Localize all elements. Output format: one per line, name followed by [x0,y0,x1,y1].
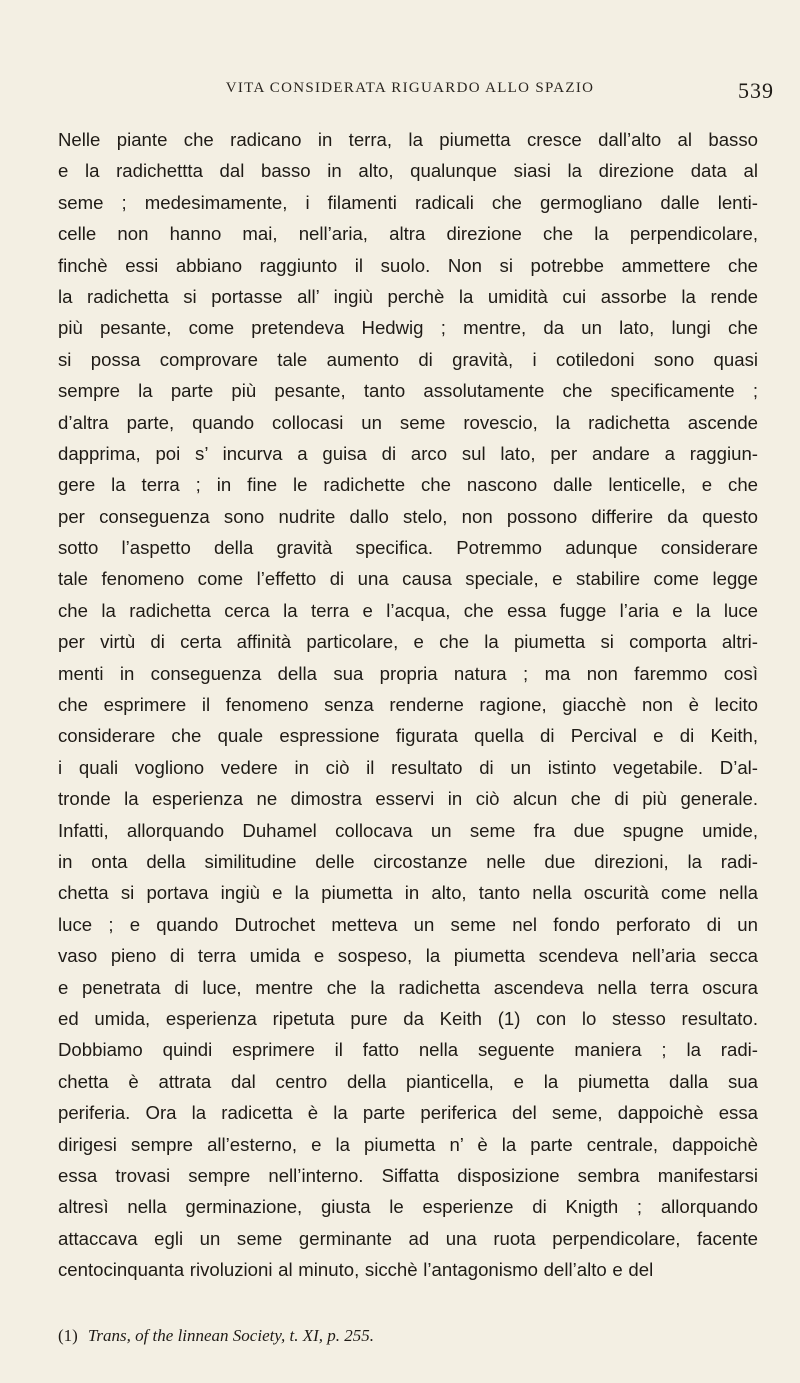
text-line: Infatti, allorquando Duhamel collocava un seme fra due spugne umide, [58,819,758,841]
text-line: finchè essi abbiano raggiunto il suolo. Non si potrebbe ammettere che [58,254,758,276]
text-line: sempre la parte più pesante, tanto assolutamente che specificamente ; [58,380,758,402]
text-line: sotto l’aspetto della gravità specifica. Potremmo adunque considerare [58,537,758,559]
text-line: tronde la esperienza ne dimostra esservi in ciò alcun che di più generale. [58,788,758,810]
footnote-marker: (1) [58,1326,78,1345]
text-line: luce ; e quando Dutrochet metteva un seme nel fondo perforato di un [58,913,758,935]
text-line: che esprimere il fenomeno senza renderne ragione, giacchè non è lecito [58,694,758,716]
running-head [60,78,774,112]
text-line: considerare che quale espressione figurata quella di Percival e di Keith, [58,725,758,747]
text-line: tale fenomeno come l’effetto di una causa speciale, e stabilire come legge [58,568,758,590]
footnote-source-title: Trans, of the linnean Society, [87,1326,286,1345]
footnote [58,1326,758,1346]
text-line: in onta della similitudine delle circostanze nelle due direzioni, la radi- [58,850,758,872]
text-line: dapprima, poi s’ incurva a guisa di arco sul lato, per andare a raggiun- [58,442,758,464]
text-line: ed umida, esperienza ripetuta pure da Keith (1) con lo stesso resultato. [58,1007,758,1029]
text-line: vaso pieno di terra umida e sospeso, la piumetta scendeva nell’aria secca [58,945,758,967]
text-line: per conseguenza sono nudrite dallo stelo, non possono differire da questo [58,505,758,527]
text-line: celle non hanno mai, nell’aria, altra direzione che la perpendicolare, [58,223,758,245]
text-line: dirigesi sempre all’esterno, e la piumetta n’ è la parte centrale, dappoichè [58,1133,758,1155]
text-line: più pesante, come pretendeva Hedwig ; mentre, da un lato, lungi che [58,317,758,339]
text-line: periferia. Ora la radicetta è la parte periferica del seme, dappoichè essa [58,1102,758,1124]
text-line: i quali vogliono vedere in ciò il resultato di un istinto vegetabile. D’al- [58,756,758,778]
text-line: che la radichetta cerca la terra e l’acqua, che essa fugge l’aria e la luce [58,599,758,621]
text-line: gere la terra ; in fine le radichette che nascono dalle lenticelle, e che [58,474,758,496]
text-line: altresì nella germinazione, giusta le esperienze di Knigth ; allorquando [58,1196,758,1218]
text-line: per virtù di certa affinità particolare, e che la piumetta si comporta altri- [58,631,758,653]
footnote-volume: t. XI, [289,1326,323,1345]
text-line: e penetrata di luce, mentre che la radichetta ascendeva nella terra oscura [58,976,758,998]
text-line: si possa comprovare tale aumento di gravità, i cotiledoni sono quasi [58,348,758,370]
text-line: chetta si portava ingiù e la piumetta in alto, tanto nella oscurità come nella [58,882,758,904]
text-line: e la radichettta dal basso in alto, qualunque siasi la direzione data al [58,160,758,182]
text-line: centocinquanta rivoluzioni al minuto, sicchè l’antagonismo dell’alto e del [58,1259,654,1281]
footnote-page: p. 255. [327,1326,374,1345]
text-line: chetta è attrata dal centro della pianticella, e la piumetta dalla sua [58,1070,758,1092]
text-line: essa trovasi sempre nell’interno. Siffatta disposizione sembra manifestarsi [58,1164,758,1186]
text-line: menti in conseguenza della sua propria natura ; ma non faremmo così [58,662,758,684]
running-title: VITA CONSIDERATA RIGUARDO ALLO SPAZIO [225,80,595,96]
text-line: attaccava egli un seme germinante ad una ruota perpendicolare, facente [58,1227,758,1249]
body-text [58,124,758,1285]
text-line: d’altra parte, quando collocasi un seme rovescio, la radichetta ascende [58,411,758,433]
text-line: Nelle piante che radicano in terra, la piumetta cresce dall’alto al basso [58,129,758,150]
text-line: seme ; medesimamente, i filamenti radicali che germogliano dalle lenti- [58,191,758,213]
text-line: la radichetta si portasse all’ ingiù perchè la umidità cui assorbe la rende [58,285,758,307]
page-number: 539 [738,78,774,103]
text-line: Dobbiamo quindi esprimere il fatto nella seguente maniera ; la radi- [58,1039,758,1061]
